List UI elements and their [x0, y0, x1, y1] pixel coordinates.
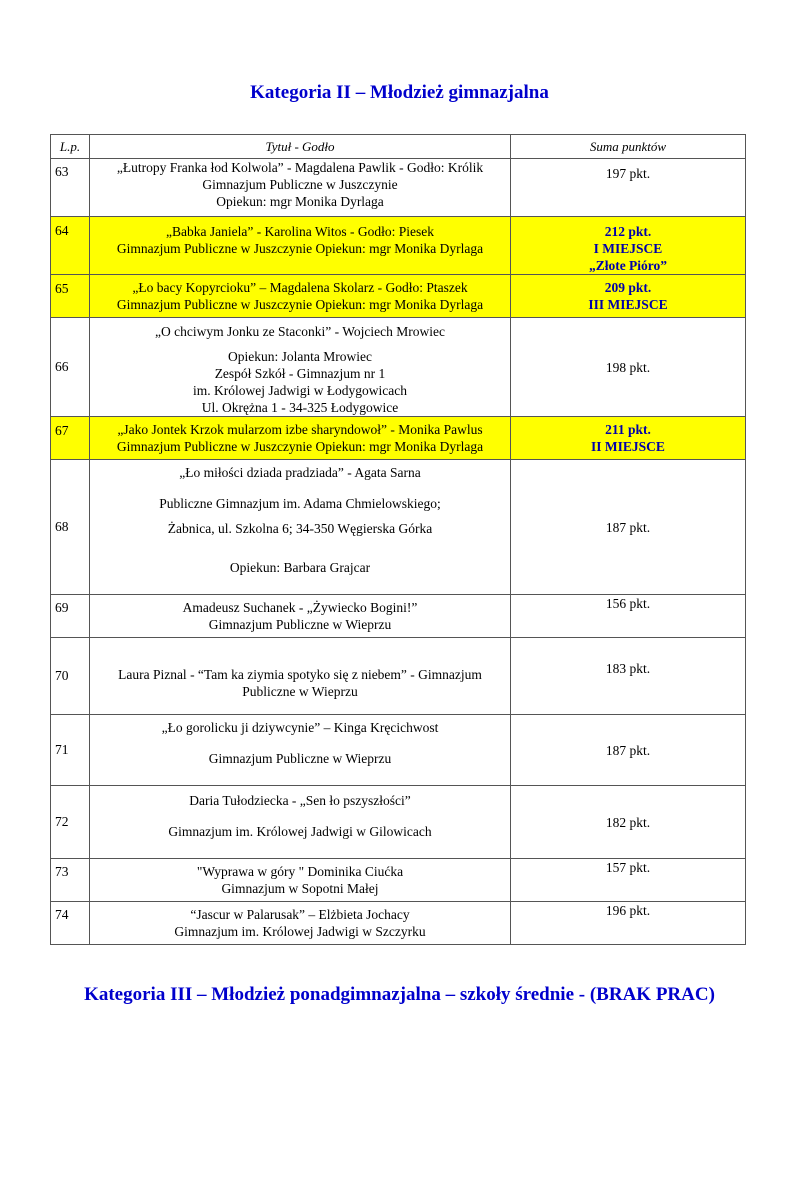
row-line: Zespół Szkół - Gimnazjum nr 1 [214, 366, 386, 381]
row-line: Żabnica, ul. Szkolna 6; 34-350 Węgierska Górka [167, 521, 433, 536]
row-title [90, 786, 511, 859]
table-row [51, 318, 746, 417]
row-title [90, 715, 511, 786]
row-line: „Ło miłości dziada pradziada” - Agata Sarna [179, 465, 421, 480]
row-line: „Jako Jontek Krzok mularzom izbe sharyndowoł” - Monika Pawlus [117, 422, 483, 437]
row-lp: 66 [51, 318, 90, 417]
row-line: Gimnazjum Publiczne w Wieprzu [208, 751, 392, 766]
row-points: 156 pkt. [511, 595, 746, 638]
table-row [51, 902, 746, 945]
table-row [51, 159, 746, 217]
row-points: 157 pkt. [511, 859, 746, 902]
table-row [51, 786, 746, 859]
table-header-row [51, 135, 746, 159]
row-line: Ul. Okrężna 1 - 34-325 Łodygowice [201, 400, 399, 415]
row-line: Opiekun: Barbara Grajcar [229, 560, 371, 575]
row-title [90, 417, 511, 460]
row-points [511, 217, 746, 275]
row-title [90, 859, 511, 902]
row-title [90, 460, 511, 595]
row-line: Laura Piznal - “Tam ka ziymia spotyko się z niebem” - Gimnazjum [118, 667, 482, 682]
row-line: im. Królowej Jadwigi w Łodygowicach [192, 383, 408, 398]
heading-category-3: Kategoria III – Młodzież ponadgimnazjalna – szkoły średnie - (BRAK PRAC) [84, 984, 715, 1005]
header-points: Suma punktów [511, 135, 746, 159]
table-row [51, 715, 746, 786]
row-line: Gimnazjum im. Królowej Jadwigi w Szczyrku [174, 924, 426, 939]
row-lp: 67 [51, 417, 90, 460]
row-lp: 74 [51, 902, 90, 945]
row-line: Gimnazjum Publiczne w Wieprzu [208, 617, 392, 632]
row-line: „Ło gorolicku ji dziywcynie” – Kinga Kręcichwost [161, 720, 439, 735]
points-value: 211 pkt. [605, 422, 651, 437]
row-points: 183 pkt. [511, 638, 746, 715]
row-points [511, 275, 746, 318]
row-points: 197 pkt. [511, 159, 746, 217]
award-label: „Złote Pióro” [588, 258, 668, 273]
row-title [90, 902, 511, 945]
place-label: II MIEJSCE [591, 439, 665, 454]
row-line: Gimnazjum Publiczne w Juszczynie Opiekun: mgr Monika Dyrlaga [116, 297, 484, 312]
row-line: Opiekun: mgr Monika Dyrlaga [216, 194, 384, 209]
row-line: „Babka Janiela” - Karolina Witos - Godło: Piesek [165, 224, 434, 239]
row-title [90, 318, 511, 417]
row-line: Gimnazjum Publiczne w Juszczynie Opiekun: mgr Monika Dyrlaga [116, 241, 484, 256]
row-line: Gimnazjum Publiczne w Juszczynie [202, 177, 398, 192]
table-row-winner [51, 417, 746, 460]
row-line: Gimnazjum w Sopotni Małej [221, 881, 379, 896]
row-lp: 64 [51, 217, 90, 275]
results-table [50, 134, 746, 945]
row-points: 187 pkt. [511, 460, 746, 595]
heading-category-2: Kategoria II – Młodzież gimnazjalna [250, 82, 549, 103]
row-lp: 65 [51, 275, 90, 318]
row-line: „Łutropy Franka łod Kolwola” - Magdalena Pawlik - Godło: Królik [116, 160, 484, 175]
row-line: „Ło bacy Kopyrcioku” – Magdalena Skolarz - Godło: Ptaszek [132, 280, 468, 295]
row-points: 187 pkt. [511, 715, 746, 786]
row-lp: 63 [51, 159, 90, 217]
row-lp: 73 [51, 859, 90, 902]
row-lp: 72 [51, 786, 90, 859]
table-row-winner [51, 275, 746, 318]
points-value: 209 pkt. [604, 280, 652, 295]
row-title [90, 595, 511, 638]
row-line: Opiekun: Jolanta Mrowiec [228, 349, 372, 364]
place-label: III MIEJSCE [588, 297, 668, 312]
row-points: 198 pkt. [511, 318, 746, 417]
row-title [90, 275, 511, 318]
table-row [51, 460, 746, 595]
row-lp: 68 [51, 460, 90, 595]
header-lp: L.p. [51, 135, 90, 159]
row-lp: 70 [51, 638, 90, 715]
row-line: “Jascur w Palarusak” – Elżbieta Jochacy [190, 907, 410, 922]
header-title: Tytuł - Godło [90, 135, 511, 159]
table-row [51, 595, 746, 638]
row-points [511, 417, 746, 460]
table-row [51, 859, 746, 902]
row-line: Daria Tułodziecka - „Sen ło pszyszłości” [189, 793, 411, 808]
place-label: I MIEJSCE [593, 241, 663, 256]
row-lp: 71 [51, 715, 90, 786]
row-line: "Wyprawa w góry " Dominika Ciućka [196, 864, 404, 879]
row-lp: 69 [51, 595, 90, 638]
row-points: 182 pkt. [511, 786, 746, 859]
row-title [90, 217, 511, 275]
row-line: Publiczne Gimnazjum im. Adama Chmielowskiego; [159, 496, 441, 511]
row-line: Amadeusz Suchanek - „Żywiecko Bogini!” [182, 600, 418, 615]
row-title [90, 638, 511, 715]
row-points: 196 pkt. [511, 902, 746, 945]
row-title [90, 159, 511, 217]
table-row-winner [51, 217, 746, 275]
row-line: Gimnazjum Publiczne w Juszczynie Opiekun: mgr Monika Dyrlaga [116, 439, 484, 454]
row-line: Publiczne w Wieprzu [242, 684, 358, 699]
row-line: „O chciwym Jonku ze Staconki” - Wojciech Mrowiec [155, 324, 445, 339]
points-value: 212 pkt. [604, 224, 652, 239]
table-row [51, 638, 746, 715]
row-line: Gimnazjum im. Królowej Jadwigi w Gilowicach [168, 824, 432, 839]
